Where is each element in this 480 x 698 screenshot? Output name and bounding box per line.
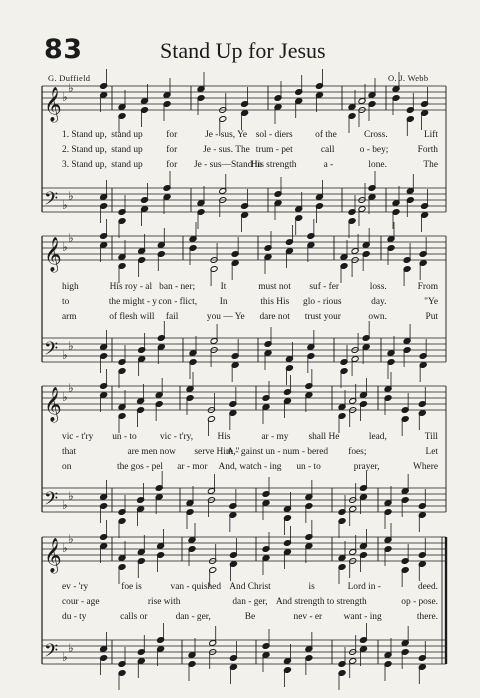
- lyric-word: un - to: [112, 432, 137, 442]
- lyric-word: Where: [413, 462, 438, 472]
- lyric-word: loss.: [369, 282, 387, 292]
- lyric-word: must not: [258, 282, 291, 292]
- lyric-word: this His: [260, 297, 290, 307]
- hymn-number: 83: [44, 34, 83, 65]
- flat-icon: ♭: [68, 81, 74, 95]
- flat-icon: ♭: [68, 489, 74, 503]
- flat-icon: ♭: [68, 641, 74, 655]
- hymn-title: Stand Up for Jesus: [160, 38, 326, 63]
- flat-icon: ♭: [62, 198, 68, 212]
- lyric-word: a -: [323, 160, 334, 170]
- lyric-line: [0, 447, 480, 461]
- lyric-line: [0, 145, 480, 159]
- treble-clef-icon: 𝄞: [44, 538, 62, 573]
- lyric-word: 2. Stand up,: [62, 145, 107, 155]
- lyric-word: stand up: [111, 160, 143, 170]
- lyric-word: ev - 'ry: [62, 582, 89, 592]
- lyric-word: calls or: [120, 612, 148, 622]
- lyric-word: con - flict,: [158, 297, 198, 307]
- lyric-word: foes;: [348, 447, 367, 457]
- lyric-word: to: [62, 297, 70, 307]
- lyric-word: o - bey;: [359, 145, 389, 155]
- lyric-word: Lord in -: [347, 582, 381, 592]
- lyric-word: dare not: [259, 312, 290, 322]
- lyric-word: of the: [315, 130, 337, 140]
- lyric-word: op - pose.: [401, 597, 438, 607]
- lyric-word: serve Him,": [194, 447, 240, 457]
- treble-clef-icon: 𝄞: [44, 237, 62, 272]
- lyric-word: for: [166, 160, 178, 170]
- lyric-word: In: [219, 297, 228, 307]
- lyric-word: rise with: [147, 597, 181, 607]
- author-credit: G. Duffield: [48, 73, 91, 83]
- lyric-word: cour - age: [62, 597, 100, 607]
- lyric-word: un - to: [296, 462, 321, 472]
- flat-icon: ♭: [62, 390, 68, 404]
- lyric-word: prayer,: [353, 462, 380, 472]
- lyric-line: [0, 130, 480, 144]
- lyric-word: Je - sus. The: [203, 145, 250, 155]
- lyric-word: call: [320, 145, 335, 155]
- lyric-line: [0, 312, 480, 326]
- lyric-word: high: [62, 282, 79, 292]
- lyric-word: that: [62, 447, 77, 457]
- lyric-word: ban - ner;: [159, 282, 196, 292]
- lyric-word: dan - ger,: [232, 597, 268, 607]
- treble-clef-icon: 𝄞: [44, 387, 62, 422]
- flat-icon: ♭: [68, 339, 74, 353]
- flat-icon: ♭: [62, 240, 68, 254]
- lyric-word: 1. Stand up,: [62, 130, 107, 140]
- lyric-word: vic - t'ry,: [159, 432, 194, 442]
- lyric-word: sol - diers: [255, 130, 293, 140]
- lyric-word: fail: [165, 312, 179, 322]
- lyric-word: His roy - al: [109, 282, 153, 292]
- lyric-word: shall He: [308, 432, 340, 442]
- lyric-line: [0, 597, 480, 611]
- flat-icon: ♭: [62, 348, 68, 362]
- lyric-word: on: [62, 462, 72, 472]
- lyric-word: own.: [368, 312, 387, 322]
- lyric-word: there.: [416, 612, 438, 622]
- flat-icon: ♭: [62, 90, 68, 104]
- lyric-word: glo - rious: [303, 297, 342, 307]
- lyric-word: the might - y: [108, 297, 157, 307]
- lyric-word: A - gainst un - num - bered: [226, 447, 329, 457]
- lyric-word: van - quished: [170, 582, 222, 592]
- lyric-line: [0, 582, 480, 596]
- lyric-word: you — Ye: [206, 312, 245, 322]
- lyric-word: are men now: [127, 447, 176, 457]
- lyric-word: suf - fer: [309, 282, 340, 292]
- lyric-word: du - ty: [62, 612, 87, 622]
- lyric-word: ar - mor: [177, 462, 208, 472]
- lyric-word: It: [220, 282, 227, 292]
- lyric-word: deed.: [417, 582, 438, 592]
- lyric-word: And strength to strength: [275, 597, 367, 607]
- flat-icon: ♭: [62, 498, 68, 512]
- lyric-word: vic - t'ry: [62, 432, 94, 442]
- lyric-word: trust your: [304, 312, 341, 322]
- lyric-word: From: [417, 282, 438, 292]
- lyric-word: foe is: [121, 582, 142, 592]
- lyric-word: for: [166, 130, 178, 140]
- lyric-word: arm: [62, 312, 77, 322]
- lyric-line: [0, 282, 480, 296]
- lyric-word: And Christ: [229, 582, 271, 592]
- lyric-line: [0, 160, 480, 174]
- lyric-word: lead,: [368, 432, 387, 442]
- lyric-word: want - ing: [343, 612, 382, 622]
- lyric-word: Till: [424, 432, 438, 442]
- lyric-word: The: [423, 160, 438, 170]
- bass-clef-icon: 𝄢: [44, 641, 59, 666]
- lyric-word: Put: [425, 312, 438, 322]
- lyric-word: dan - ger,: [175, 612, 211, 622]
- lyric-word: for: [166, 145, 178, 155]
- lyric-word: day.: [371, 297, 387, 307]
- lyric-word: "Ye: [424, 297, 438, 307]
- lyric-word: Cross.: [363, 130, 388, 140]
- lyric-word: His strength: [250, 160, 297, 170]
- bass-clef-icon: 𝄢: [44, 339, 59, 364]
- flat-icon: ♭: [62, 650, 68, 664]
- lyric-word: Be: [244, 612, 256, 622]
- flat-icon: ♭: [68, 231, 74, 245]
- lyric-line: [0, 297, 480, 311]
- lyric-word: ar - my: [261, 432, 289, 442]
- bass-clef-icon: 𝄢: [44, 489, 59, 514]
- lyric-word: trum - pet: [255, 145, 293, 155]
- flat-icon: ♭: [68, 189, 74, 203]
- lyric-word: the gos - pel: [116, 462, 164, 472]
- lyric-line: [0, 612, 480, 626]
- composer-credit: O. J. Webb: [388, 73, 429, 83]
- lyric-line: [0, 432, 480, 446]
- lyric-word: nev - er: [293, 612, 323, 622]
- flat-icon: ♭: [68, 532, 74, 546]
- lyric-word: Let: [425, 447, 438, 457]
- lyric-word: stand up: [111, 130, 143, 140]
- treble-clef-icon: 𝄞: [44, 87, 62, 122]
- lyric-word: of flesh will: [109, 312, 155, 322]
- lyric-word: And, watch - ing: [218, 462, 282, 472]
- lyric-word: lone.: [368, 160, 387, 170]
- lyric-word: is: [308, 582, 315, 592]
- lyric-word: Je - sus—Stand in: [193, 160, 262, 170]
- lyric-word: His: [217, 432, 231, 442]
- lyric-word: Lift: [423, 130, 438, 140]
- lyric-word: stand up: [111, 145, 143, 155]
- lyric-line: [0, 462, 480, 476]
- bass-clef-icon: 𝄢: [44, 189, 59, 214]
- flat-icon: ♭: [62, 541, 68, 555]
- flat-icon: ♭: [68, 381, 74, 395]
- lyric-word: 3. Stand up,: [62, 160, 107, 170]
- lyric-word: Je - sus, Ye: [205, 130, 248, 140]
- lyric-word: Forth: [417, 145, 438, 155]
